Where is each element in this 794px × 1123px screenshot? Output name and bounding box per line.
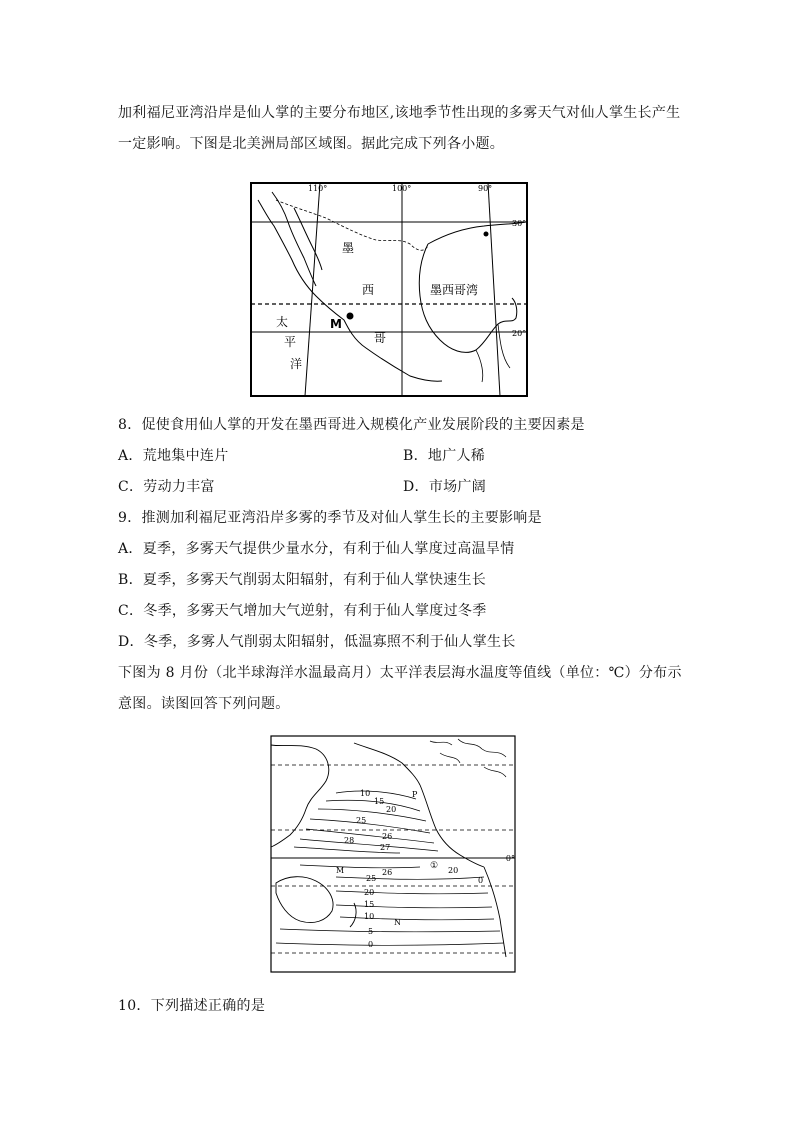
intro2-line-1: 下图为 8 月份（北半球海洋水温最高月）太平洋表层海水温度等值线（单位：℃）分布示 [118, 665, 682, 681]
q9-option-b[interactable]: B．夏季，多雾天气削弱太阳辐射，有利于仙人掌快速生长 [118, 572, 487, 588]
isotherm-label-27: 27 [380, 843, 391, 852]
q9-stem: 9．推测加利福尼亚湾沿岸多雾的季节及对仙人掌生长的主要影响是 [118, 510, 542, 526]
map-label-ge: 哥 [374, 331, 387, 345]
lon-110-label: 110° [308, 184, 328, 193]
intro-line-2: 一定影响。下图是北美洲局部区域图。据此完成下列各小题。 [118, 136, 505, 152]
isotherm-label-26: 26 [382, 832, 393, 841]
lon-100-label: 100° [392, 184, 412, 193]
point-m-label: M [330, 317, 342, 331]
q9-option-d[interactable]: D．冬季，多雾人气削弱太阳辐射，低温寡照不利于仙人掌生长 [118, 634, 516, 650]
q10-stem: 10．下列描述正确的是 [118, 998, 266, 1014]
map-label-gulf: 墨西哥湾 [430, 283, 479, 297]
isotherm-label-20: 20 [386, 805, 397, 814]
lat-20-label: 20° [512, 329, 527, 338]
isotherm-label-s25: 25 [366, 874, 377, 883]
east-isotherm-20: 20 [448, 866, 459, 875]
isotherm-label-s26: 26 [382, 868, 393, 877]
isotherm-label-25: 25 [356, 816, 367, 825]
lat-30-label: 30° [512, 219, 527, 228]
equator-label: 0° [505, 854, 515, 863]
city-marker [484, 232, 489, 237]
isotherm-label-s10: 10 [364, 912, 375, 921]
intro-line-1: 加利福尼亚湾沿岸是仙人掌的主要分布地区,该地季节性出现的多雾天气对仙人掌生长产生 [118, 105, 681, 121]
point-n-label: N [394, 918, 401, 927]
intro2-line-2: 意图。读图回答下列问题。 [118, 696, 290, 712]
pacific-sst-map [270, 735, 516, 973]
lon-90-label: 90° [478, 184, 493, 193]
q8-option-b[interactable]: B．地广人稀 [403, 448, 486, 464]
north-america-map [250, 182, 528, 397]
isotherm-label-28: 28 [344, 836, 355, 845]
q9-option-c[interactable]: C．冬季，多雾天气增加大气逆射，有利于仙人掌度过冬季 [118, 603, 487, 619]
isotherm-label-s20: 20 [364, 888, 375, 897]
isotherm-label-15: 15 [374, 797, 385, 806]
isotherm-label-s5: 5 [368, 927, 374, 936]
map-label-yang: 洋 [290, 357, 303, 371]
map-label-ping: 平 [284, 335, 297, 349]
marker-1-label: ① [430, 861, 439, 871]
q9-option-a[interactable]: A．夏季，多雾天气提供少量水分，有利于仙人掌度过高温旱情 [118, 541, 515, 557]
q8-option-d[interactable]: D．市场广阔 [403, 479, 487, 495]
map-label-mo: 墨 [342, 241, 355, 255]
east-isotherm-0: 0 [478, 876, 484, 885]
map-label-tai: 太 [276, 315, 289, 329]
isotherm-label-s0: 0 [368, 940, 374, 949]
q8-option-c[interactable]: C．劳动力丰富 [118, 479, 215, 495]
isotherm-label-10: 10 [360, 789, 371, 798]
point-p-label: P [412, 790, 418, 799]
point-m-label-2: M [336, 866, 345, 875]
map-label-xi: 西 [362, 283, 375, 297]
q8-option-a[interactable]: A．荒地集中连片 [118, 448, 229, 464]
point-m-marker [347, 313, 354, 320]
isotherm-label-s15: 15 [364, 900, 375, 909]
q8-stem: 8．促使食用仙人掌的开发在墨西哥进入规模化产业发展阶段的主要因素是 [118, 417, 585, 433]
